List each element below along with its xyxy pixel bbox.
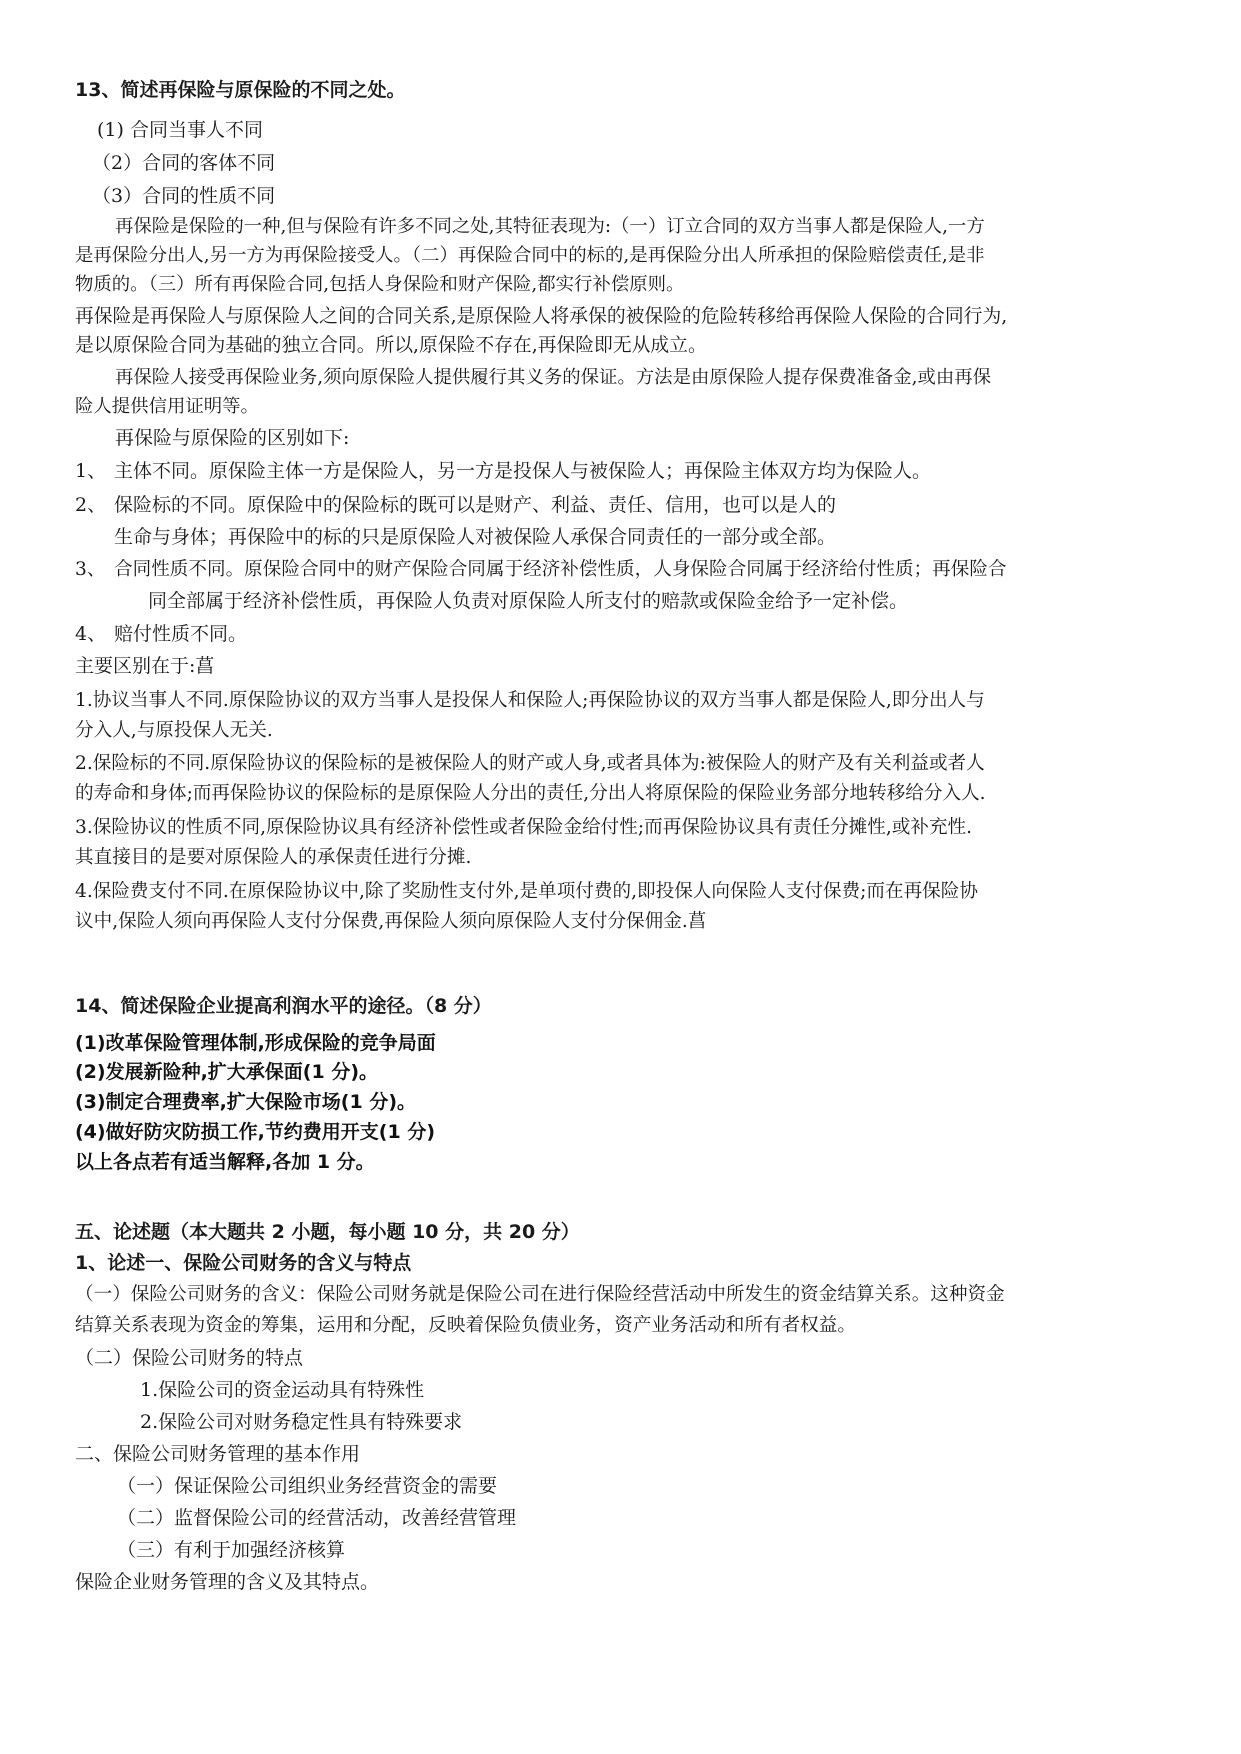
paragraph-line: 再保险是保险的一种,但与保险有许多不同之处,其特征表现为:（一）订立合同的双方当事人都是保险人,一方 [115, 216, 985, 237]
features-title: （二）保险公司财务的特点 [75, 1347, 304, 1369]
main-diff-line: 的寿命和身体;而再保险协议的保险标的是原保险人分出的责任,分出人将原保险的保险业务部分地转移给分入人. [75, 783, 986, 804]
role-item: （一）保证保险公司组织业务经营资金的需要 [117, 1475, 498, 1497]
q13-point: （2）合同的客体不同 [92, 152, 276, 174]
feature-item: 2.保险公司对财务稳定性具有特殊要求 [140, 1411, 463, 1433]
section5-title: 五、论述题（本大题共 2 小题，每小题 10 分，共 20 分） [75, 1221, 580, 1243]
role-item: （三）有利于加强经济核算 [117, 1539, 346, 1561]
q14-item: 以上各点若有适当解释,各加 1 分。 [75, 1151, 375, 1173]
main-diff-line: 1.协议当事人不同.原保险协议的双方当事人是投保人和保险人;再保险协议的双方当事人都是保险人,即分出人与 [75, 690, 985, 711]
diff-number: 1、 [75, 460, 107, 482]
diff-item [75, 458, 931, 484]
q14-title: 14、简述保险企业提高利润水平的途径。（8 分） [75, 995, 492, 1017]
diff-text: 赔付性质不同。 [114, 623, 248, 645]
paragraph-line: 是再保险分出人,另一方为再保险接受人。（二）再保险合同中的标的,是再保险分出人所承担的保险赔偿责任,是非 [75, 245, 985, 266]
paragraph-line: 是以原保险合同为基础的独立合同。所以,原保险不存在,再保险即无从成立。 [75, 335, 707, 356]
diff-text: 生命与身体；再保险中的标的只是原保险人对被保险人承保合同责任的一部分或全部。 [114, 526, 837, 548]
diff-item [75, 557, 1007, 583]
diff-item [75, 621, 247, 647]
closing-line: 保险企业财务管理的含义及其特点。 [75, 1571, 380, 1593]
diff-text: 主体不同。原保险主体一方是保险人，另一方是投保人与被保险人；再保险主体双方均为保险人。 [114, 460, 932, 482]
main-diff-line: 3.保险协议的性质不同,原保险协议具有经济补偿性或者保险金给付性;而再保险协议具有责任分摊性,或补充性. [75, 817, 973, 838]
main-diff-line: 4.保险费支付不同.在原保险协议中,除了奖励性支付外,是单项付费的,即投保人向保险人支付保费;而在再保险协 [75, 881, 978, 902]
paragraph-line: 再保险人接受再保险业务,须向原保险人提供履行其义务的保证。方法是由原保险人提存保费准备金,或由再保 [115, 367, 992, 388]
paragraph-line: 物质的。（三）所有再保险合同,包括人身保险和财产保险,都实行补偿原则。 [75, 274, 685, 295]
q13-point: （3）合同的性质不同 [92, 185, 276, 207]
diff-text: 保险标的不同。原保险中的保险标的既可以是财产、利益、责任、信用，也可以是人的 [114, 494, 837, 516]
q14-item: (2)发展新险种,扩大承保面(1 分)。 [75, 1061, 379, 1083]
q14-item: (4)做好防灾防损工作,节约费用开支(1 分) [75, 1121, 436, 1143]
role-title: 二、保险公司财务管理的基本作用 [75, 1443, 361, 1465]
diff-number: 3、 [75, 559, 106, 580]
paragraph-line: （一）保险公司财务的含义：保险公司财务就是保险公司在进行保险经营活动中所发生的资金结算关系。这种资金 [75, 1284, 1005, 1305]
role-item: （二）监督保险公司的经营活动，改善经营管理 [117, 1507, 517, 1529]
q14-item: (1)改革保险管理体制,形成保险的竞争局面 [75, 1032, 436, 1054]
section5-q1-title: 1、论述一、保险公司财务的含义与特点 [75, 1252, 412, 1274]
main-diff-line: 议中,保险人须向再保险人支付分保费,再保险人须向原保险人支付分保佣金.菖 [75, 911, 707, 932]
diff-number: 4、 [75, 623, 107, 645]
feature-item: 1.保险公司的资金运动具有特殊性 [140, 1379, 425, 1401]
q13-title: 13、简述再保险与原保险的不同之处。 [75, 79, 406, 101]
q13-point: (1) 合同当事人不同 [97, 119, 263, 141]
main-diff-line: 2.保险标的不同.原保险协议的保险标的是被保险人的财产或人身,或者具体为:被保险人的财产及有关利益或者人 [75, 753, 985, 774]
diff-text: 同全部属于经济补偿性质，再保险人负责对原保险人所支付的赔款或保险金给予一定补偿。 [148, 590, 909, 612]
main-diff-title: 主要区别在于:菖 [75, 655, 215, 677]
diff-number: 2、 [75, 494, 107, 516]
main-diff-line: 分入人,与原投保人无关. [75, 720, 273, 741]
diff-text: 合同性质不同。原保险合同中的财产保险合同属于经济补偿性质，人身保险合同属于经济给付性质；再保险合 [114, 559, 1007, 580]
diff-item [75, 492, 836, 518]
q14-item: (3)制定合理费率,扩大保险市场(1 分)。 [75, 1091, 417, 1113]
paragraph-line: 结算关系表现为资金的筹集，运用和分配，反映着保险负债业务，资产业务活动和所有者权益。 [75, 1315, 856, 1336]
paragraph-line: 再保险是再保险人与原保险人之间的合同关系,是原保险人将承保的被保险的危险转移给再保险人保险的合同行为, [75, 306, 1008, 327]
diff-intro: 再保险与原保险的区别如下: [115, 427, 350, 449]
paragraph-line: 险人提供信用证明等。 [75, 396, 259, 417]
main-diff-line: 其直接目的是要对原保险人的承保责任进行分摊. [75, 847, 472, 868]
